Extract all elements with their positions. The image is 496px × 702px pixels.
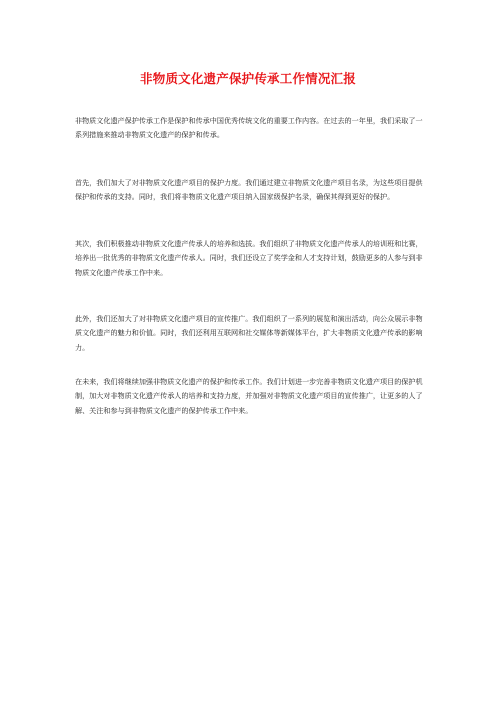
- paragraph-second: 其次，我们积极推动非物质文化遗产传承人的培养和选拔。我们组织了非物质文化遗产传承人的培训班和比赛，培养出一批优秀的非物质文化遗产传承人。同时，我们还设立了奖学金和人才支持计划，鼓励更多的人参与到非物质文化遗产传承工作中来。: [75, 239, 423, 277]
- paragraph-intro: 非物质文化遗产保护传承工作是保护和传承中国优秀传统文化的重要工作内容。在过去的一年里，我们采取了一系列措施来推动非物质文化遗产的保护和传承。: [75, 116, 423, 140]
- paragraph-first: 首先，我们加大了对非物质文化遗产项目的保护力度。我们通过建立非物质文化遗产项目名录，为这些项目提供保护和传承的支持。同时，我们将非物质文化遗产项目纳入国家级保护名录，确保其得到更好的保护。: [75, 178, 423, 202]
- document-title: 非物质文化遗产保护传承工作情况汇报: [140, 71, 356, 86]
- paragraph-future: 在未来，我们将继续加强非物质文化遗产的保护和传承工作。我们计划进一步完善非物质文化遗产项目的保护机制，加大对非物质文化遗产传承人的培养和支持力度，并加强对非物质文化遗产项目的宣传推广，让更多的人了解、关注和参与到非物质文化遗产的保护传承工作中来。: [75, 377, 423, 415]
- paragraph-additionally: 此外，我们还加大了对非物质文化遗产项目的宣传推广。我们组织了一系列的展览和演出活动，向公众展示非物质文化遗产的魅力和价值。同时，我们还利用互联网和社交媒体等新媒体平台，扩大非物质文化遗产传承的影响力。: [75, 314, 423, 352]
